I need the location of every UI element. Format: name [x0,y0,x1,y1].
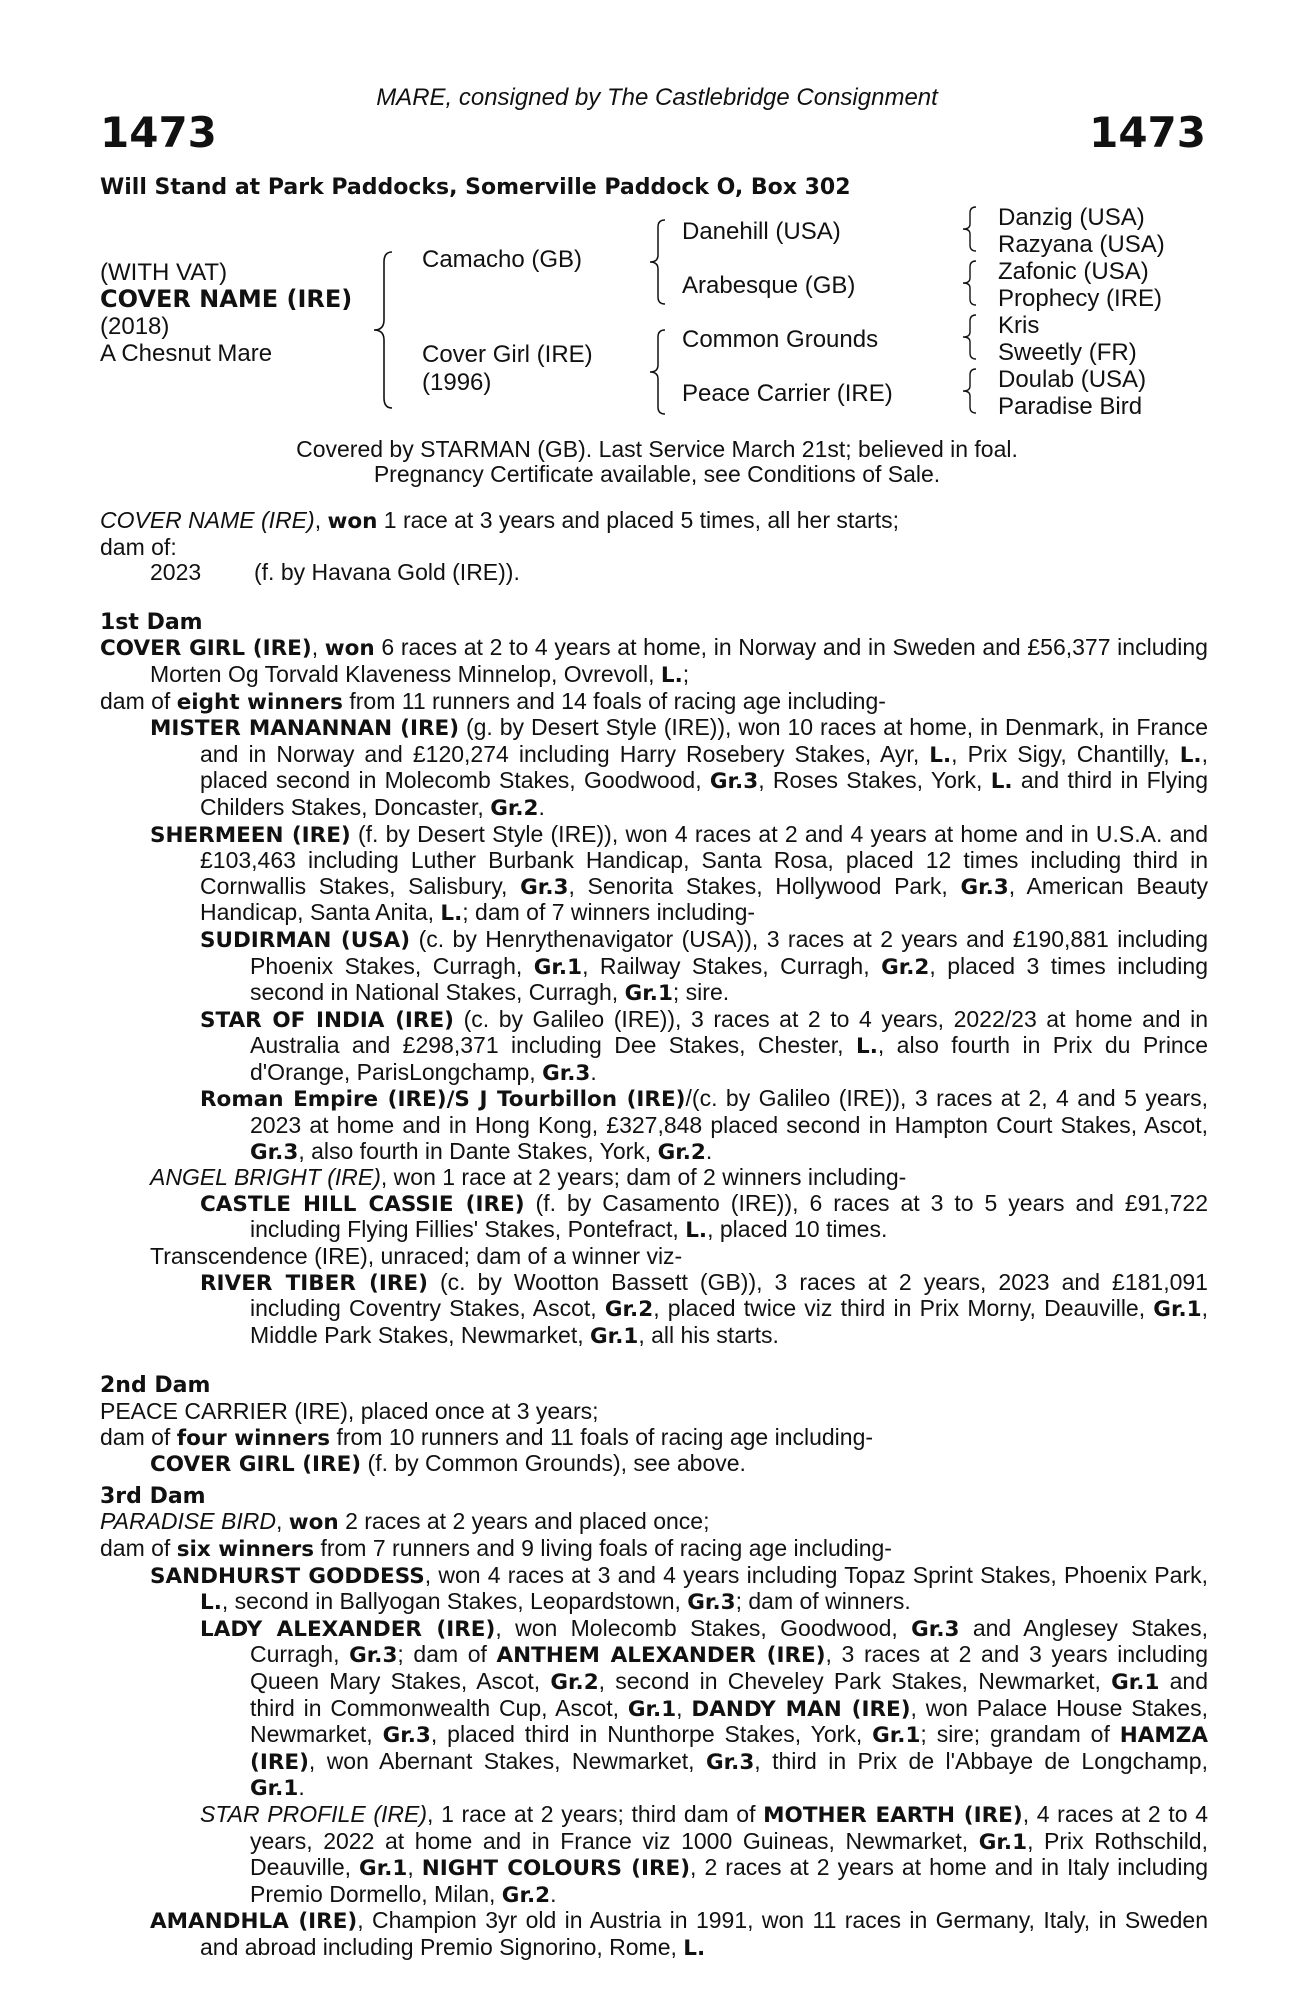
entry-transcendence: Transcendence (IRE), unraced; dam of a winner viz- [150,1243,683,1270]
entry-sandhurst-goddess: SANDHURST GODDESS, won 4 races at 3 and 4 years including Topaz Sprint Stakes, Phoenix Park, L., second in Ballyogan Stakes, Leopardstown, Gr.3; dam of winners. [150,1561,1208,1616]
entry-roman-empire: Roman Empire (IRE)/S J Tourbillon (IRE)/(c. by Galileo (IRE)), 3 races at 2, 4 and 5 years, 2023 at home and in Hong Kong, £327,848 placed second in Hampton Court Stakes, Ascot, Gr.3, also fourth in Dante Stakes, York, Gr.2. [200,1085,1209,1165]
pedigree-brace-sire [647,218,671,306]
entry-angel-bright: ANGEL BRIGHT (IRE), won 1 race at 2 years; dam of 2 winners including- [150,1164,907,1191]
horse-sudirman: SUDIRMAN (USA) [200,927,411,953]
gen4-5: Kris [998,312,1040,339]
entry-cover-girl: COVER GIRL (IRE) (f. by Common Grounds), see above. [150,1450,746,1478]
covered-line-1: Covered by STARMAN (GB). Last Service March 21st; believed in foal. [296,436,1018,462]
grandsire-maternal: Common Grounds [682,326,879,353]
first-dam-record: COVER GIRL (IRE), won 6 races at 2 to 4 years at home, in Norway and in Sweden and £56,377 including Morten Og Torvald Klaveness Minnelop, Ovrevoll, L.; [100,634,1208,688]
entry-star-of-india: STAR OF INDIA (IRE) (c. by Galileo (IRE)), 3 races at 2 to 4 years, 2022/23 at home and in Australia and £298,371 including Dee Stakes, Chester, L., also fourth in Prix du Prince d'Orange, ParisLongchamp, Gr.3. [200,1005,1209,1086]
second-dam-record: PEACE CARRIER (IRE), placed once at 3 years; [100,1398,599,1424]
dam-year: (1996) [422,369,492,396]
produce-record: COVER NAME (IRE), won 1 race at 3 years and placed 5 times, all her starts; [100,507,900,534]
horse-star-of-india: STAR OF INDIA (IRE) [200,1007,455,1033]
lot-number-left: 1473 [100,108,217,157]
granddam-maternal: Peace Carrier (IRE) [682,380,893,407]
first-dam-produce-summary: dam of eight winners from 11 runners and 14 foals of racing age including- [100,687,886,715]
grade-listed: L. [660,662,683,688]
entry-castle-hill-cassie: CASTLE HILL CASSIE (IRE) (f. by Casamento (IRE)), 6 races at 3 to 5 years and £91,722 including Flying Fillies' Stakes, Pontefract, L., placed 10 times. [200,1189,1208,1244]
horse-anthem-alexander: ANTHEM ALEXANDER (IRE) [496,1643,826,1669]
winners-count: eight winners [176,689,343,715]
gen4-6: Sweetly (FR) [998,339,1137,366]
foal-detail: (f. by Havana Gold (IRE)). [254,559,520,586]
first-dam-heading: 1st Dam [100,609,203,635]
horse-roman-empire: Roman Empire (IRE)/S J Tourbillon (IRE) [200,1087,686,1113]
horse-year: (2018) [100,313,170,340]
horse-star-profile: STAR PROFILE (IRE) [200,1800,428,1827]
gen4-3: Zafonic (USA) [998,258,1149,285]
first-dam-record-text: 6 races at 2 to 4 years at home, in Norway and in Sweden and £56,377 including Morten Og Torvald Klaveness Minnelop, Ovrevoll, [150,634,1208,687]
pedigree-braces-gen4 [960,204,982,420]
entry-shermeen: SHERMEEN (IRE) (f. by Desert Style (IRE)), won 4 races at 2 and 4 years at home and in U.S.A. and £103,463 including Luther Burbank Handicap, Santa Rosa, placed 12 times including third in Cornwallis Stakes, Salisbury, Gr.3, Senorita Stakes, Hollywood Park, Gr.3, American Beauty Handicap, Santa Anita, L.; dam of 7 winners including- [150,820,1208,927]
gen4-7: Doulab (USA) [998,366,1147,393]
grandsire-paternal: Danehill (USA) [682,218,841,245]
entry-mister-manannan: MISTER MANANNAN (IRE) (g. by Desert Style (IRE)), won 10 races at home, in Denmark, in France and in Norway and £120,274 including Harry Rosebery Stakes, Ayr, L., Prix Sigy, Chantilly, L., placed second in Molecomb Stakes, Goodwood, Gr.3, Roses Stakes, York, L. and third in Flying Childers Stakes, Doncaster, Gr.2. [150,714,1208,821]
first-dam-won: won [324,636,375,662]
vat-note: (WITH VAT) [100,259,228,286]
produce-won: won [327,509,378,534]
entry-amandhla: AMANDHLA (IRE), Champion 3yr old in Austria in 1991, won 11 races in Germany, Italy, in Sweden and abroad including Premio Signorino, Rome, L. [150,1907,1208,1961]
horse-shermeen: SHERMEEN (IRE) [150,822,351,848]
third-dam-record: PARADISE BIRD, won 2 races at 2 years and placed once; [100,1508,710,1536]
third-dam-produce-summary: dam of six winners from 7 runners and 9 living foals of racing age including- [100,1534,892,1562]
covered-line-2: Pregnancy Certificate available, see Conditions of Sale. [373,461,941,487]
horse-angel-bright: ANGEL BRIGHT (IRE) [150,1164,381,1191]
horse-hamza: HAMZA (IRE) [250,1723,1208,1775]
catalogue-body [100,508,1208,1961]
horse-castle-hill-cassie: CASTLE HILL CASSIE (IRE) [200,1191,525,1217]
horse-lady-alexander: LADY ALEXANDER (IRE) [200,1616,496,1642]
horse-sandhurst-goddess: SANDHURST GODDESS [150,1563,425,1589]
produce-foal [100,560,1208,586]
gen4-2: Razyana (USA) [998,231,1165,258]
consignment-line: MARE, consigned by The Castlebridge Consignment [376,84,938,111]
entry-sudirman: SUDIRMAN (USA) (c. by Henrythenavigator (USA)), 3 races at 2 years and £190,881 including Phoenix Stakes, Curragh, Gr.1, Railway Stakes, Curragh, Gr.2, placed 3 times including second in National Stakes, Curragh, Gr.1; sire. [200,925,1209,1007]
gen4-1: Danzig (USA) [998,204,1145,231]
horse-mother-earth: MOTHER EARTH (IRE) [763,1802,1023,1828]
dam-name: Cover Girl (IRE) [422,341,593,368]
pedigree-brace-dam [647,328,671,416]
entry-river-tiber: RIVER TIBER (IRE) (c. by Wootton Bassett (GB)), 3 races at 2 years, 2023 and £181,091 including Coventry Stakes, Ascot, Gr.2, placed twice viz third in Prix Morny, Deauville, Gr.1, Middle Park Stakes, Newmarket, Gr.1, all his starts. [200,1268,1208,1349]
stand-location: Will Stand at Park Paddocks, Somerville Paddock O, Box 302 [100,175,851,200]
horse-description: A Chesnut Mare [100,340,273,367]
horse-mister-manannan: MISTER MANANNAN (IRE) [150,716,460,742]
entry-lady-alexander: LADY ALEXANDER (IRE), won Molecomb Stakes, Goodwood, Gr.3 and Anglesey Stakes, Curragh, Gr.3; dam of ANTHEM ALEXANDER (IRE), 3 races at 2 and 3 years including Queen Mary Stakes, Ascot, Gr.2, second in Cheveley Park Stakes, Newmarket, Gr.1 and third in Commonwealth Cup, Ascot, Gr.1, DANDY MAN (IRE), won Palace House Stakes, Newmarket, Gr.3, placed third in Nunthorpe Stakes, York, Gr.1; sire; grandam of HAMZA (IRE), won Abernant Stakes, Newmarket, Gr.3, third in Prix de l'Abbaye de Longchamp, Gr.1. [200,1614,1209,1802]
horse-dandy-man: DANDY MAN (IRE) [691,1696,911,1722]
sire-name: Camacho (GB) [422,246,583,273]
granddam-paternal: Arabesque (GB) [682,272,856,299]
lot-number-right: 1473 [1089,108,1206,157]
third-dam-heading: 3rd Dam [100,1483,206,1509]
horse-amandhla: AMANDHLA (IRE) [150,1909,358,1935]
gen4-8: Paradise Bird [998,393,1143,420]
horse-night-colours: NIGHT COLOURS (IRE) [421,1856,691,1882]
second-dam-heading: 2nd Dam [100,1373,211,1399]
produce-record-text: 1 race at 3 years and placed 5 times, all her starts; [377,507,900,533]
gen4-4: Prophecy (IRE) [998,285,1163,312]
produce-dam-of: dam of: [100,533,177,560]
second-dam-produce-summary: dam of four winners from 10 runners and 11 foals of racing age including- [100,1423,874,1451]
horse-name: COVER NAME (IRE) [100,285,353,313]
horse-cover-girl: COVER GIRL (IRE) [150,1452,362,1478]
first-dam-name: COVER GIRL (IRE) [100,636,312,662]
horse-river-tiber: RIVER TIBER (IRE) [200,1270,428,1296]
horse-paradise-bird: PARADISE BIRD [100,1508,276,1535]
produce-name: COVER NAME (IRE) [100,507,315,533]
foal-year: 2023 [150,559,202,586]
entry-star-profile: STAR PROFILE (IRE), 1 race at 2 years; third dam of MOTHER EARTH (IRE), 4 races at 2 to 4 years, 2022 at home and in France viz 1000 Guineas, Newmarket, Gr.1, Prix Rothschild, Deauville, Gr.1, NIGHT COLOURS (IRE), 2 races at 2 years at home and in Italy including Premio Dormello, Milan, Gr.2. [200,1800,1209,1908]
pedigree-brace-main [370,250,400,410]
